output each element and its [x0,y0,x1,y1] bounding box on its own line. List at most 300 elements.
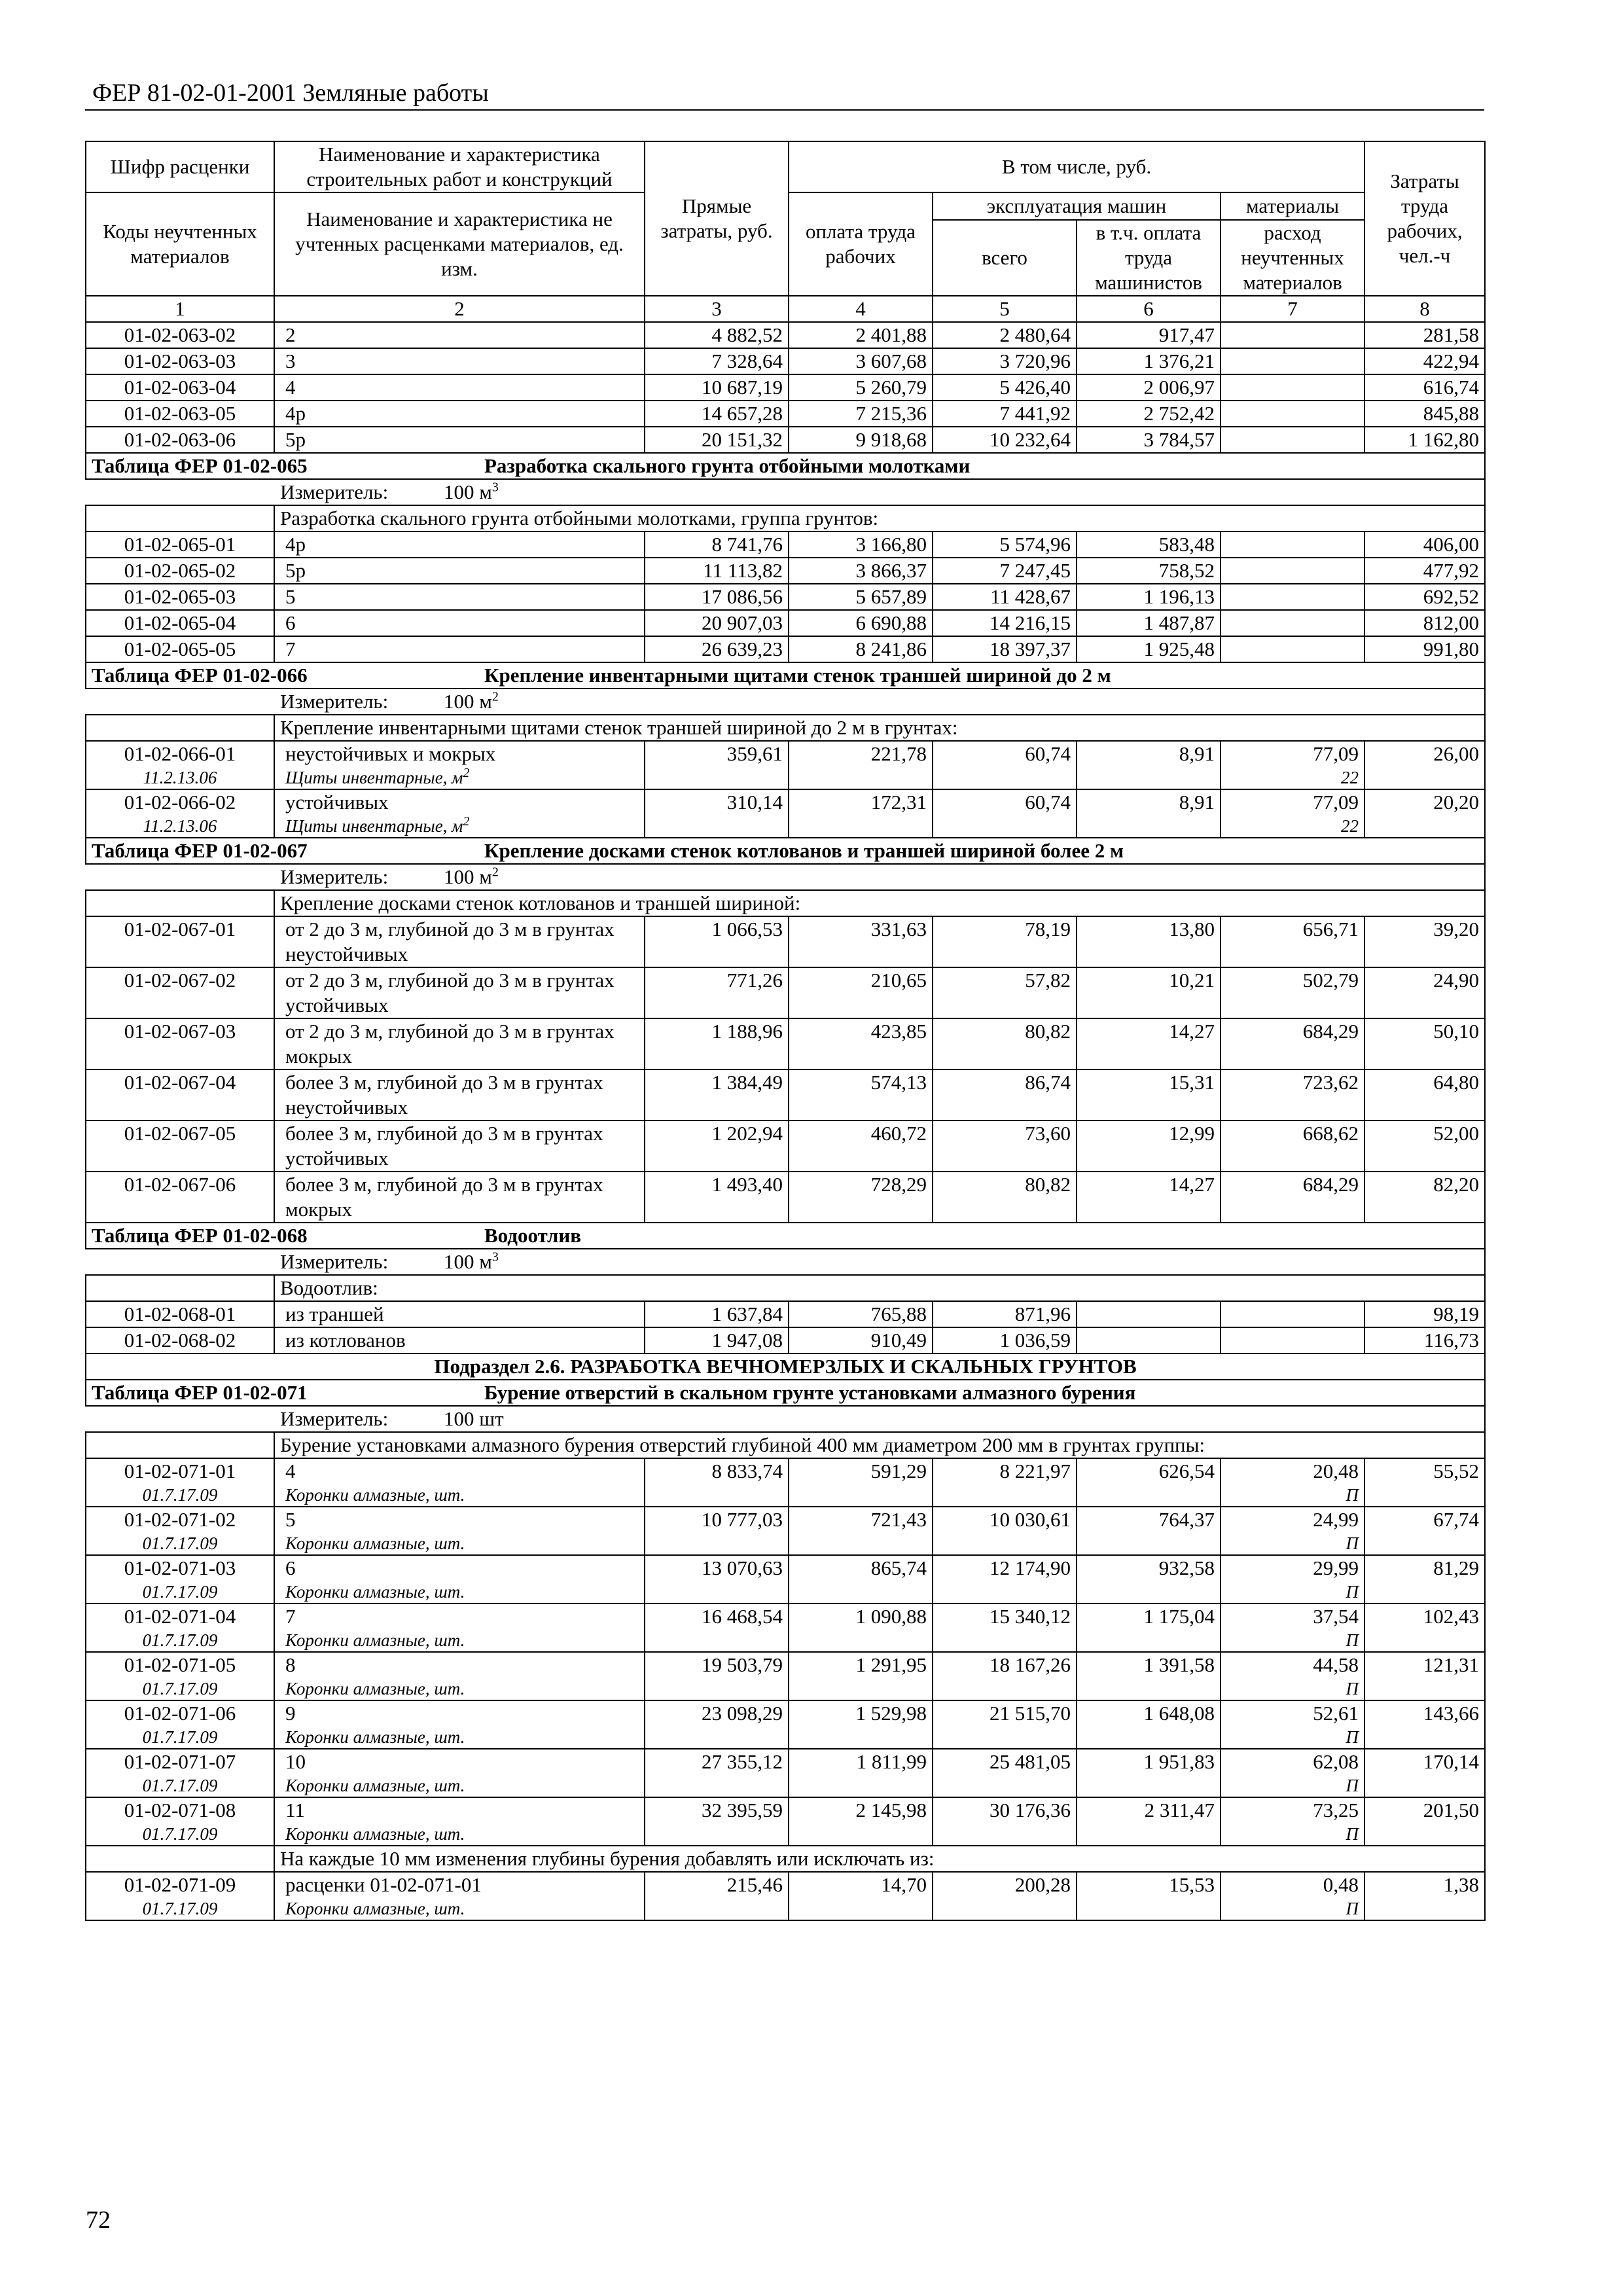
rate-code-value: 01-02-071-01 [124,1460,236,1482]
table-title [86,1380,1485,1406]
table-code: Таблица ФЕР 01-02-071 [92,1381,308,1404]
rate-code [86,916,274,967]
measure-row [86,1406,1485,1432]
cell-direct: 1 202,94 [645,1121,789,1172]
work-name [274,1652,645,1700]
cell-mat-value: 44,58 [1313,1653,1359,1676]
work-name-value: 5 [285,1508,296,1531]
header-materials: материалы [1221,192,1364,220]
cell-mat [1221,1652,1364,1700]
cell-direct: 14 657,28 [645,401,789,427]
table-title [86,453,1485,479]
material-unit-sup: 2 [463,766,470,780]
work-name [274,322,645,348]
rate-code [86,1652,274,1700]
cell-hours: 81,29 [1364,1555,1485,1604]
rate-code-value: 01-02-065-01 [124,533,236,556]
material-name [285,1823,639,1845]
cell-labor: 8 241,86 [789,636,933,662]
group-intro-row [86,505,1485,531]
work-name [274,1507,645,1555]
cell-labor: 1 090,88 [789,1604,933,1652]
cell-labor: 221,78 [789,741,933,789]
work-name [274,1872,645,1920]
work-name-value: более 3 м, глубиной до 3 м в грунтах неустойчивых [285,1071,603,1119]
col-num: 3 [645,296,789,322]
table-row [86,636,1485,662]
table-row [86,1652,1485,1700]
rate-code [86,1555,274,1604]
cell-mat-value: 29,99 [1313,1556,1359,1579]
material-name [285,1774,639,1797]
col-num: 2 [274,296,645,322]
header-labor: оплата труда рабочих [789,192,933,296]
rate-code-value: 01-02-071-03 [124,1556,236,1579]
table-row [86,610,1485,636]
cell-mach-labor: 15,31 [1077,1069,1221,1121]
material-qty: П [1346,1630,1359,1650]
material-name-text: Коронки алмазные, шт. [285,1485,465,1505]
material-qty: П [1346,1582,1359,1602]
header-hours: Затраты труда рабочих, чел.-ч [1364,141,1485,296]
work-name-value: более 3 м, глубиной до 3 м в грунтах устойчивых [285,1122,603,1170]
work-name [274,427,645,453]
cell-mach: 14 216,15 [933,610,1077,636]
cell-hours: 50,10 [1364,1018,1485,1069]
work-name [274,558,645,584]
cell-mach-labor: 15,53 [1077,1872,1221,1920]
rate-code-value: 01-02-063-03 [124,350,236,372]
rate-code [86,322,274,348]
cell-mach: 73,60 [933,1121,1077,1172]
rate-code-value: 01-02-063-06 [124,428,236,451]
measure-sup: 2 [491,865,499,880]
rate-code-value: 01-02-065-02 [124,559,236,582]
header-machines: эксплуатация машин [933,192,1221,220]
work-name [274,1749,645,1797]
cell-labor: 5 657,89 [789,584,933,610]
work-name [274,584,645,610]
cell-mach-labor: 2 311,47 [1077,1797,1221,1846]
cell-hours: 82,20 [1364,1172,1485,1223]
material-name-text: Коронки алмазные, шт. [285,1630,465,1650]
cell-mat [1221,1797,1364,1846]
work-name [274,1121,645,1172]
material-code: 01.7.17.09 [142,1679,218,1698]
table-row [86,531,1485,558]
rate-code-value: 01-02-067-05 [124,1122,236,1145]
rate-code-value: 01-02-071-08 [124,1799,236,1821]
material-name-text: Щиты инвентарные, м [285,816,463,836]
cell-mach-labor: 1 196,13 [1077,584,1221,610]
header-code: Шифр расценки [86,141,274,192]
measure-row [86,1249,1485,1275]
cell-hours: 845,88 [1364,401,1485,427]
cell-mach-labor: 932,58 [1077,1555,1221,1604]
cell-direct: 11 113,82 [645,558,789,584]
work-name-value: 3 [285,350,296,372]
cell-mat [1221,916,1364,967]
cell-direct: 1 188,96 [645,1018,789,1069]
header-mat-codes: Коды неучтенных материалов [86,192,274,296]
cell-hours: 116,73 [1364,1327,1485,1354]
rate-code [86,558,274,584]
material-qty: П [1346,1679,1359,1698]
cell-mach: 21 515,70 [933,1700,1077,1749]
cell-mat [1221,1069,1364,1121]
table-row [86,1121,1485,1172]
table-name: Крепление инвентарными щитами стенок траншей шириной до 2 м [484,664,1111,687]
cell-labor: 2 401,88 [789,322,933,348]
cell-hours: 1 162,80 [1364,427,1485,453]
measure-label: Измеритель: [280,1407,389,1430]
cell-hours: 422,94 [1364,348,1485,374]
cell-labor: 14,70 [789,1872,933,1920]
rate-code [86,584,274,610]
col-num: 7 [1221,296,1364,322]
measure-cell [274,1249,1485,1275]
cell-hours: 170,14 [1364,1749,1485,1797]
table-name: Бурение отверстий в скальном грунте установками алмазного бурения [484,1381,1136,1404]
table-row [86,1172,1485,1223]
work-name-value: от 2 до 3 м, глубиной до 3 м в грунтах мокрых [285,1020,615,1067]
cell-hours: 121,31 [1364,1652,1485,1700]
intro-spacer [86,505,274,531]
cell-mach-labor: 14,27 [1077,1018,1221,1069]
rate-code [86,967,274,1018]
cell-mach: 7 247,45 [933,558,1077,584]
table-row [86,1797,1485,1846]
cell-mach-labor: 10,21 [1077,967,1221,1018]
work-name-value: 9 [285,1702,296,1725]
header-name: Наименование и характеристика строительных работ и конструкций [274,141,645,192]
work-name-value: 5 [285,585,296,608]
table-title [86,1223,1485,1249]
cell-mat-value: 684,29 [1302,1020,1359,1043]
group-intro: Водоотлив: [274,1275,1485,1301]
cell-mat-value: 37,54 [1313,1605,1359,1628]
cell-direct: 10 687,19 [645,374,789,401]
cell-mach: 25 481,05 [933,1749,1077,1797]
cell-mat-value: 668,62 [1302,1122,1359,1145]
cell-hours: 692,52 [1364,584,1485,610]
cell-mach-labor: 758,52 [1077,558,1221,584]
rate-code-value: 01-02-067-01 [124,918,236,941]
table-title-row [86,838,1485,864]
material-code: 01.7.17.09 [142,1824,218,1844]
work-name-value: 10 [285,1750,306,1773]
cell-labor: 574,13 [789,1069,933,1121]
rate-code-value: 01-02-071-06 [124,1702,236,1725]
cell-labor: 423,85 [789,1018,933,1069]
material-name [285,1726,639,1748]
table-code: Таблица ФЕР 01-02-066 [92,664,308,687]
cell-mat [1221,636,1364,662]
work-name-value: 11 [285,1799,305,1821]
cell-hours: 102,43 [1364,1604,1485,1652]
group-intro: Бурение установками алмазного бурения отверстий глубиной 400 мм диаметром 200 мм в грунтах группы: [274,1432,1485,1458]
work-name-value: 4р [285,402,306,425]
measure-row [86,864,1485,890]
table-row [86,1069,1485,1121]
rate-code-value: 01-02-071-02 [124,1508,236,1531]
cell-mach: 11 428,67 [933,584,1077,610]
work-name-value: 4р [285,533,306,556]
rate-code-value: 01-02-063-04 [124,376,236,399]
measure-label: Измеритель: [280,690,389,713]
material-name [285,1532,639,1554]
cell-hours: 52,00 [1364,1121,1485,1172]
table-row [86,916,1485,967]
cell-hours: 1,38 [1364,1872,1485,1920]
material-code: 01.7.17.09 [142,1899,218,1918]
material-name [285,1677,639,1700]
cell-mach-labor [1077,1327,1221,1354]
cell-mat-value: 62,08 [1313,1750,1359,1773]
material-name [285,1897,639,1920]
cell-direct: 1 637,84 [645,1301,789,1327]
cell-labor: 1 529,98 [789,1700,933,1749]
cell-mach: 80,82 [933,1018,1077,1069]
rate-code-value: 01-02-063-02 [124,323,236,346]
group-intro-row [86,1432,1485,1458]
cell-mat [1221,558,1364,584]
rate-code-value: 01-02-071-04 [124,1605,236,1628]
rate-code-value: 01-02-071-05 [124,1653,236,1676]
cell-mach: 12 174,90 [933,1555,1077,1604]
material-name-text: Коронки алмазные, шт. [285,1899,465,1918]
price-table [85,141,1486,1921]
table-row [86,1301,1485,1327]
work-name [274,1018,645,1069]
cell-mat [1221,322,1364,348]
header-direct: Прямые затраты, руб. [645,141,789,296]
measure-spacer [86,864,274,890]
cell-mat [1221,1301,1364,1327]
cell-direct: 26 639,23 [645,636,789,662]
table-row [86,374,1485,401]
material-code: 11.2.13.06 [143,768,217,787]
rate-code-value: 01-02-067-02 [124,969,236,992]
table-row [86,427,1485,453]
cell-mat-value: 77,09 [1313,791,1359,814]
cell-mat-value: 723,62 [1302,1071,1359,1094]
rate-code [86,1797,274,1846]
rate-code-value: 01-02-068-02 [124,1329,236,1352]
rate-code [86,401,274,427]
table-row [86,401,1485,427]
table-row [86,741,1485,789]
material-code: 11.2.13.06 [143,816,217,836]
header-incl: В том числе, руб. [789,141,1364,192]
measure-cell [274,864,1485,890]
cell-labor: 2 145,98 [789,1797,933,1846]
work-name-value: более 3 м, глубиной до 3 м в грунтах мокрых [285,1173,603,1221]
cell-mach: 200,28 [933,1872,1077,1920]
cell-mat [1221,531,1364,558]
rate-code-value: 01-02-071-09 [124,1873,236,1896]
measure-spacer [86,1406,274,1432]
rate-code [86,1872,274,1920]
cell-labor: 728,29 [789,1172,933,1223]
material-code: 01.7.17.09 [142,1534,218,1553]
page-number: 72 [86,2206,111,2234]
work-name [274,348,645,374]
cell-hours: 477,92 [1364,558,1485,584]
cell-hours: 24,90 [1364,967,1485,1018]
cell-hours: 281,58 [1364,322,1485,348]
cell-mach: 60,74 [933,741,1077,789]
table-code: Таблица ФЕР 01-02-065 [92,454,308,477]
work-name [274,1458,645,1507]
work-name [274,1301,645,1327]
rate-code [86,1121,274,1172]
cell-mach-labor [1077,1301,1221,1327]
material-name [285,815,639,837]
cell-mat [1221,1555,1364,1604]
group-intro-row [86,715,1485,741]
header-rule [85,109,1484,111]
cell-direct: 1 493,40 [645,1172,789,1223]
rate-code [86,1749,274,1797]
table-name: Крепление досками стенок котлованов и траншей шириной более 2 м [484,839,1124,862]
group-intro: Крепление инвентарными щитами стенок траншей шириной до 2 м в грунтах: [274,715,1485,741]
measure-spacer [86,479,274,505]
work-name-value: от 2 до 3 м, глубиной до 3 м в грунтах устойчивых [285,969,615,1016]
intro-spacer [86,715,274,741]
cell-labor: 460,72 [789,1121,933,1172]
work-name-value: из траншей [285,1302,384,1325]
rate-code-value: 01-02-066-01 [124,742,236,765]
material-qty: 22 [1341,816,1359,836]
work-name [274,741,645,789]
table-row [86,1018,1485,1069]
work-name [274,967,645,1018]
work-name [274,1700,645,1749]
cell-hours: 67,74 [1364,1507,1485,1555]
measure-cell [274,479,1485,505]
cell-labor: 3 866,37 [789,558,933,584]
work-name-value: из котлованов [285,1329,406,1352]
table-row [86,967,1485,1018]
work-name [274,1069,645,1121]
cell-labor: 3 607,68 [789,348,933,374]
group-intro: Крепление досками стенок котлованов и траншей шириной: [274,890,1485,916]
measure-value: 100 м [444,480,492,503]
cell-mach-labor: 1 648,08 [1077,1700,1221,1749]
cell-mach: 3 720,96 [933,348,1077,374]
cell-mach-labor: 2 752,42 [1077,401,1221,427]
work-name-value: неустойчивых и мокрых [285,742,496,765]
cell-direct: 23 098,29 [645,1700,789,1749]
table-row [86,322,1485,348]
cell-hours: 201,50 [1364,1797,1485,1846]
cell-mat [1221,1172,1364,1223]
group-intro: Разработка скального грунта отбойными молотками, группа грунтов: [274,505,1485,531]
col-num: 6 [1077,296,1221,322]
header-mach-labor: в т.ч. оплата труда машинистов [1077,220,1221,296]
rate-code [86,1700,274,1749]
rate-code [86,374,274,401]
work-name-value: расценки 01-02-071-01 [285,1873,482,1896]
cell-hours: 20,20 [1364,789,1485,838]
rate-code-value: 01-02-071-07 [124,1750,236,1773]
cell-mat [1221,427,1364,453]
table-name: Разработка скального грунта отбойными молотками [484,454,971,477]
cell-mach: 10 232,64 [933,427,1077,453]
cell-mach: 5 426,40 [933,374,1077,401]
measure-value: 100 шт [444,1407,504,1430]
cell-mat-value: 20,48 [1313,1460,1359,1482]
cell-mach-labor: 764,37 [1077,1507,1221,1555]
material-name [285,766,639,789]
cell-labor: 1 291,95 [789,1652,933,1700]
work-name [274,531,645,558]
column-numbers [86,296,1485,322]
cell-mach: 7 441,92 [933,401,1077,427]
table-title-row [86,1380,1485,1406]
cell-mach: 80,82 [933,1172,1077,1223]
material-name [285,1484,639,1506]
rate-code [86,1301,274,1327]
material-code: 01.7.17.09 [142,1727,218,1747]
material-qty: 22 [1341,768,1359,787]
material-qty: П [1346,1899,1359,1918]
rate-code-value: 01-02-065-03 [124,585,236,608]
cell-direct: 13 070,63 [645,1555,789,1604]
col-num: 5 [933,296,1077,322]
cell-mat [1221,741,1364,789]
table-row [86,1604,1485,1652]
material-qty: П [1346,1534,1359,1553]
measure-value: 100 м [444,865,492,888]
cell-hours: 64,80 [1364,1069,1485,1121]
work-name-value: 6 [285,1556,296,1579]
cell-direct: 1 384,49 [645,1069,789,1121]
rate-code-value: 01-02-067-03 [124,1020,236,1043]
measure-sup: 3 [491,1249,499,1265]
material-code: 01.7.17.09 [142,1582,218,1602]
material-name-text: Коронки алмазные, шт. [285,1582,465,1602]
table-row [86,1749,1485,1797]
material-code: 01.7.17.09 [142,1776,218,1795]
cell-mach-labor: 626,54 [1077,1458,1221,1507]
measure-spacer [86,1249,274,1275]
rate-code-value: 01-02-067-04 [124,1071,236,1094]
cell-mach-labor: 1 487,87 [1077,610,1221,636]
cell-direct: 27 355,12 [645,1749,789,1797]
cell-mach-labor: 1 376,21 [1077,348,1221,374]
cell-direct: 215,46 [645,1872,789,1920]
material-name-text: Коронки алмазные, шт. [285,1776,465,1795]
table-name: Водоотлив [484,1224,582,1247]
material-qty: П [1346,1824,1359,1844]
cell-mach-labor: 3 784,57 [1077,427,1221,453]
rate-code [86,636,274,662]
material-name-text: Коронки алмазные, шт. [285,1534,465,1553]
header-mat-cons: расход неучтенных материалов [1221,220,1364,296]
work-name [274,636,645,662]
table-code: Таблица ФЕР 01-02-067 [92,839,308,862]
measure-label: Измеритель: [280,865,389,888]
cell-mat [1221,1507,1364,1555]
group-intro-row [86,1846,1485,1872]
section-title: Подраздел 2.6. РАЗРАБОТКА ВЕЧНОМЕРЗЛЫХ И СКАЛЬНЫХ ГРУНТОВ [86,1354,1485,1380]
cell-direct: 10 777,03 [645,1507,789,1555]
cell-mach-labor: 2 006,97 [1077,374,1221,401]
cell-mat [1221,1327,1364,1354]
cell-hours: 812,00 [1364,610,1485,636]
